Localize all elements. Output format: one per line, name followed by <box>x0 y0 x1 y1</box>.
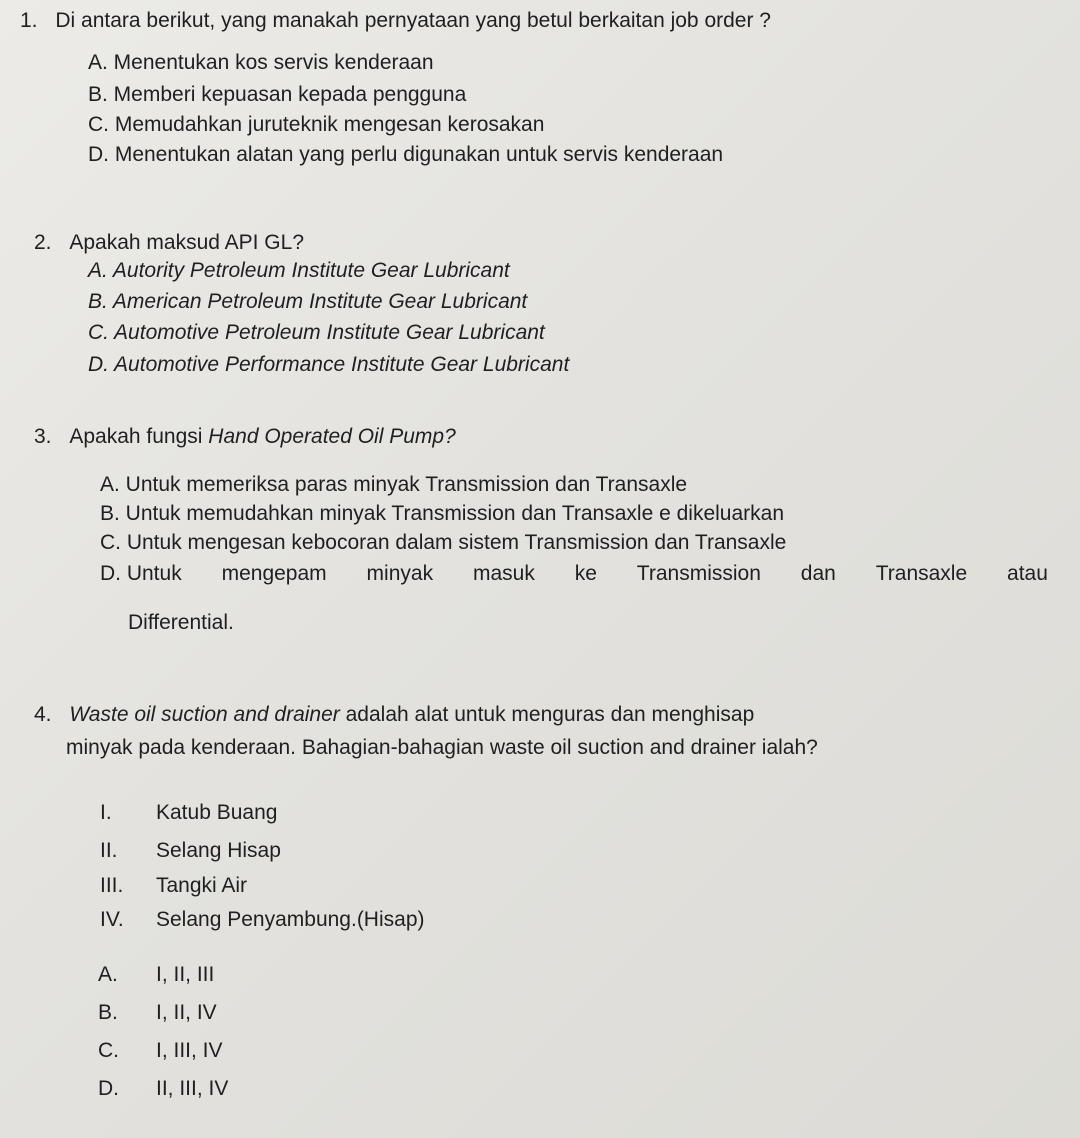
q4-item-numeral: III. <box>100 874 124 897</box>
q4-option-d <box>98 1076 228 1102</box>
q3-option-a: A. Untuk memeriksa paras minyak Transmission dan Transaxle <box>100 473 688 496</box>
q3-option-c: C. Untuk mengesan kebocoran dalam sistem Transmission dan Transaxle <box>100 531 787 554</box>
question-3-number: 3. <box>34 425 52 448</box>
q4-item-text: Tangki Air <box>156 874 248 897</box>
q2-option-a: A. Autority Petroleum Institute Gear Lubricant <box>88 259 510 282</box>
q3-option-d-word: dan <box>800 562 836 585</box>
q4-option-label: D. <box>98 1077 119 1100</box>
q4-option-label: A. <box>98 963 118 986</box>
q4-option-text: I, III, IV <box>156 1039 223 1062</box>
q4-item-4 <box>100 907 425 933</box>
q4-item-text: Selang Penyambung.(Hisap) <box>156 908 425 931</box>
q2-option-b: B. American Petroleum Institute Gear Lubricant <box>88 290 528 313</box>
q4-item-numeral: II. <box>100 839 118 862</box>
question-4-number: 4. <box>34 703 52 726</box>
question-3 <box>34 424 456 450</box>
question-2 <box>34 230 304 256</box>
q3-option-d-continuation: Differential. <box>128 611 234 634</box>
q3-option-d-word: Transmission <box>636 562 761 585</box>
q3-option-d-word: mengepam <box>221 562 327 585</box>
q3-option-b: B. Untuk memudahkan minyak Transmission dan Transaxle e dikeluarkan <box>100 502 784 525</box>
q4-item-1 <box>100 800 277 826</box>
question-1-text: Di antara berikut, yang manakah pernyataan yang betul berkaitan job order ? <box>55 9 771 32</box>
q1-option-c: C. Memudahkan juruteknik mengesan kerosakan <box>88 113 545 136</box>
q2-option-c: C. Automotive Petroleum Institute Gear Lubricant <box>88 321 545 344</box>
q1-option-d: D. Menentukan alatan yang perlu digunakan untuk servis kenderaan <box>88 143 724 166</box>
question-3-text: Apakah fungsi <box>69 425 209 448</box>
q3-option-d <box>100 561 1048 587</box>
q4-item-2 <box>100 838 281 864</box>
q4-item-3 <box>100 873 247 899</box>
q3-option-d-word: minyak <box>366 562 434 585</box>
question-4 <box>34 702 754 728</box>
q3-option-d-word: ke <box>574 562 597 585</box>
q4-item-text: Katub Buang <box>156 801 278 824</box>
question-4-text-line-2: minyak pada kenderaan. Bahagian-bahagian waste oil suction and drainer ialah? <box>66 736 818 759</box>
question-4-text-italic: Waste oil suction and drainer <box>69 703 340 726</box>
q4-item-text: Selang Hisap <box>156 839 281 862</box>
q1-option-a: A. Menentukan kos servis kenderaan <box>88 51 434 74</box>
q4-option-text: II, III, IV <box>156 1077 229 1100</box>
q4-option-text: I, II, III <box>156 963 215 986</box>
q2-option-d: D. Automotive Performance Institute Gear Lubricant <box>88 353 570 376</box>
q4-option-label: C. <box>98 1039 119 1062</box>
q1-option-b: B. Memberi kepuasan kepada pengguna <box>88 83 467 106</box>
q3-option-d-word: masuk <box>472 562 535 585</box>
q4-item-numeral: IV. <box>100 908 124 931</box>
q4-item-numeral: I. <box>100 801 112 824</box>
question-1-number: 1. <box>20 9 38 32</box>
question-4-text: adalah alat untuk menguras dan menghisap <box>339 703 755 726</box>
q3-option-d-word: Transaxle <box>875 562 968 585</box>
q3-option-d-word: atau <box>1007 562 1048 585</box>
question-2-number: 2. <box>34 231 52 254</box>
question-1 <box>20 8 771 34</box>
question-3-text-italic: Hand Operated Oil Pump? <box>208 425 456 448</box>
q4-option-text: I, II, IV <box>156 1001 217 1024</box>
q4-option-c <box>98 1038 223 1064</box>
q3-option-d-word: D. Untuk <box>100 562 182 585</box>
question-2-text: Apakah maksud API GL? <box>69 231 304 254</box>
q4-option-label: B. <box>98 1001 118 1024</box>
q4-option-a <box>98 962 214 988</box>
q4-option-b <box>98 1000 217 1026</box>
